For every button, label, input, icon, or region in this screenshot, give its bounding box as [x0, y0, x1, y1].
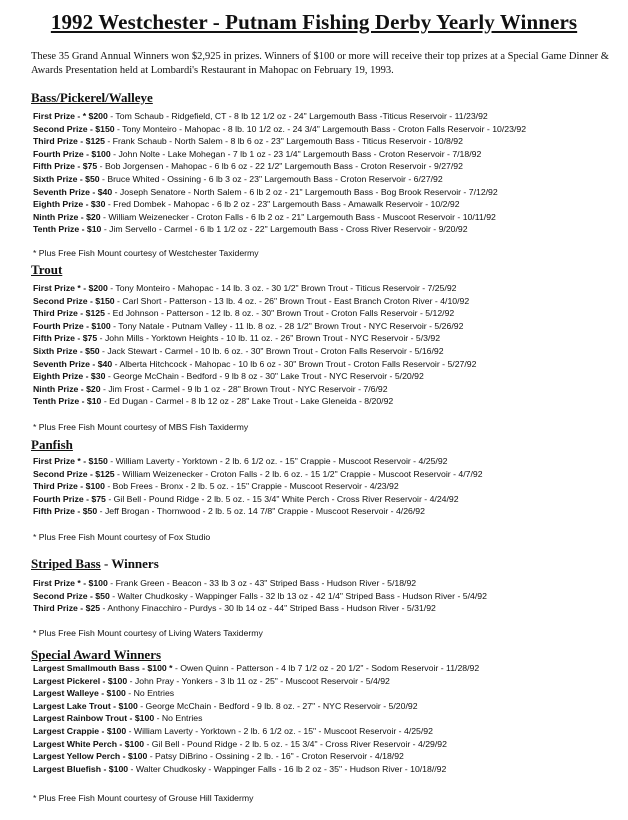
list-item: Eighth Prize - $30 - George McChain - Bedford - 9 lb 8 oz - 30" Lake Trout - NYC Reservoir - 5/20/92 — [33, 371, 424, 382]
section-heading-bass — [31, 90, 153, 106]
list-item: Fifth Prize - $75 - Bob Jorgensen - Mahopac - 6 lb 6 oz - 22 1/2" Largemouth Bass - Croton Reservoir - 9/27/92 — [33, 161, 463, 172]
list-item: Largest Smallmouth Bass - $100 * - Owen Quinn - Patterson - 4 lb 7 1/2 oz - 20 1/2" - Sodom Reservoir - 11/28/92 — [33, 663, 480, 673]
special-award-winners-list — [33, 662, 628, 775]
section-heading-panfish — [31, 437, 73, 453]
list-item: Largest Walleye - $100 - No Entries — [33, 688, 175, 699]
list-item: Ninth Prize - $20 - Jim Frost - Carmel - 9 lb 1 oz - 28" Brown Trout - NYC Reservoir - 7/6/92 — [33, 383, 388, 394]
section-heading-special — [31, 647, 161, 663]
section-heading-bass-text: Bass/Pickerel/Walleye — [31, 90, 153, 105]
section-heading-striped-text: Striped Bass — [31, 556, 101, 571]
section-heading-panfish-text: Panfish — [31, 437, 73, 452]
special-mount-note: * Plus Free Fish Mount courtesy of Grouse Hill Taxidermy — [33, 793, 254, 803]
list-item: Fourth Prize - $75 - Gil Bell - Pound Ridge - 2 lb. 5 oz. - 15 3/4" White Perch - Cross River Reservoir - 4/24/92 — [33, 493, 459, 504]
list-item: Fourth Prize - $100 - Tony Natale - Putnam Valley - 11 lb. 8 oz. - 28 1/2" Brown Trout - NYC Reservoir - 5/26/92 — [33, 320, 464, 331]
list-item: Largest Pickerel - $100 - John Pray - Yonkers - 3 lb 11 oz - 25" - Muscoot Reservoir - 5/4/92 — [33, 675, 390, 686]
list-item: Sixth Prize - $50 - Bruce Whited - Ossining - 6 lb 3 oz - 23" Largemouth Bass - Croton Reservoir - 6/27/92 — [33, 173, 443, 184]
list-item: Largest Rainbow Trout - $100 - No Entries — [33, 713, 203, 724]
list-item: Tenth Prize - $10 - Jim Servello - Carmel - 6 lb 1 1/2 oz - 22" Largemouth Bass - Cross River Reservoir - 9/20/92 — [33, 224, 468, 235]
list-item: Third Prize - $125 - Ed Johnson - Patterson - 12 lb. 8 oz. - 30" Brown Trout - Croton Falls Reservoir - 5/12/92 — [33, 308, 455, 319]
list-item: Largest White Perch - $100 - Gil Bell - Pound Ridge - 2 lb. 5 oz. - 15 3/4" - Cross River Reservoir - 4/29/92 — [33, 738, 447, 749]
list-item: Third Prize - $100 - Bob Frees - Bronx - 2 lb. 5 oz. - 15" Crappie - Muscoot Reservoir - 4/23/92 — [33, 481, 399, 492]
list-item: First Prize * - $150 - William Laverty - Yorktown - 2 lb. 6 1/2 oz. - 15" Crappie - Muscoot Reservoir - 4/25/92 — [33, 456, 448, 466]
list-item: First Prize * - $100 - Frank Green - Beacon - 33 lb 3 oz - 43" Striped Bass - Hudson River - 5/18/92 — [33, 578, 417, 588]
section-heading-special-text: Special Award Winners — [31, 647, 162, 662]
list-item: Tenth Prize - $10 - Ed Dugan - Carmel - 8 lb 12 oz - 28" Lake Trout - Lake Gleneida - 8/20/92 — [33, 396, 394, 407]
trout-winners-list — [33, 282, 628, 408]
section-heading-trout-text: Trout — [31, 262, 63, 277]
section-heading-striped-suffix: - Winners — [100, 556, 159, 571]
list-item: First Prize - * $200 - Tom Schaub - Ridgefield, CT - 8 lb 12 1/2 oz - 24" Largemouth Bass -Titicus Reservoir - 11/23/92 — [33, 111, 488, 121]
bass-winners-list — [33, 110, 628, 236]
list-item: Fourth Prize - $100 - John Nolte - Lake Mohegan - 7 lb 1 oz - 23 1/4" Largemouth Bass - Croton Reservoir - 7/18/92 — [33, 148, 482, 159]
list-item: Second Prize - $50 - Walter Chudkosky - Wappinger Falls - 32 lb 13 oz - 42 1/4" Striped Bass - Hudson River - 5/4/92 — [33, 590, 487, 601]
list-item: Ninth Prize - $20 - William Weizenecker - Croton Falls - 6 lb 2 oz - 21" Largemouth Bass - Muscoot Reservoir - 10/11/92 — [33, 211, 496, 222]
list-item: Largest Lake Trout - $100 - George McChain - Bedford - 9 lb. 8 oz. - 27" - NYC Reservoir - 5/20/92 — [33, 700, 418, 711]
list-item: First Prize * - $200 - Tony Monteiro - Mahopac - 14 lb. 3 oz. - 30 1/2" Brown Trout - Titicus Reservoir - 7/25/92 — [33, 283, 457, 293]
trout-mount-note: * Plus Free Fish Mount courtesy of MBS Fish Taxidermy — [33, 422, 249, 432]
list-item: Seventh Prize - $40 - Alberta Hitchcock - Mahopac - 10 lb 6 oz - 30" Brown Trout - Croton Falls Reservoir - 5/27/92 — [33, 358, 477, 369]
list-item: Largest Crappie - $100 - William Laverty - Yorktown - 2 lb. 6 1/2 oz. - 15" - Muscoot Reservoir - 4/25/92 — [33, 725, 433, 736]
list-item: Second Prize - $125 - William Weizenecker - Croton Falls - 2 lb. 6 oz. - 15 1/2" Crappie - Muscoot Reservoir - 4/7/92 — [33, 468, 483, 479]
list-item: Fifth Prize - $75 - John Mills - Yorktown Heights - 10 lb. 11 oz. - 26" Brown Trout - NYC Reservoir - 5/3/92 — [33, 333, 441, 344]
striped-bass-winners-list — [33, 577, 628, 615]
page-title: 1992 Westchester - Putnam Fishing Derby Yearly Winners — [50, 10, 578, 34]
list-item: Largest Bluefish - $100 - Walter Chudkosky - Wappinger Falls - 16 lb 2 oz - 35" - Hudson River - 10/18//92 — [33, 763, 447, 774]
list-item: Second Prize - $150 - Carl Short - Patterson - 13 lb. 4 oz. - 26" Brown Trout - East Branch Croton River - 4/10/92 — [33, 295, 470, 306]
list-item: Third Prize - $125 - Frank Schaub - North Salem - 8 lb 6 oz - 23" Largemouth Bass - Titicus Reservoir - 10/8/92 — [33, 136, 463, 147]
list-item: Eighth Prize - $30 - Fred Dombek - Mahopac - 6 lb 2 oz - 23" Largemouth Bass - Amawalk Reservoir - 10/2/92 — [33, 199, 460, 210]
list-item: Largest Yellow Perch - $100 - Patsy DiBrino - Ossining - 2 lb. - 16" - Croton Reservoir - 4/18/92 — [33, 751, 404, 762]
bass-mount-note: * Plus Free Fish Mount courtesy of Westchester Taxidermy — [33, 248, 259, 258]
list-item: Sixth Prize - $50 - Jack Stewart - Carmel - 10 lb. 6 oz. - 30" Brown Trout - Croton Falls Reservoir - 5/16/92 — [33, 345, 444, 356]
list-item: Fifth Prize - $50 - Jeff Brogan - Thornwood - 2 lb. 5 oz. 14 7/8" Crappie - Muscoot Reservoir - 4/26/92 — [33, 506, 425, 517]
striped-mount-note: * Plus Free Fish Mount courtesy of Living Waters Taxidermy — [33, 628, 263, 638]
list-item: Third Prize - $25 - Anthony Finacchiro - Purdys - 30 lb 14 oz - 44" Striped Bass - Hudson River - 5/31/92 — [33, 603, 436, 614]
intro-paragraph: These 35 Grand Annual Winners won $2,925 in prizes. Winners of $100 or more will receive their top prizes at a Special Game Dinner & Awards Presentation held at Lombardi's Restaurant in Mahopac on February 19, 1993. — [31, 51, 609, 76]
panfish-mount-note: * Plus Free Fish Mount courtesy of Fox Studio — [33, 532, 211, 542]
panfish-winners-list — [33, 455, 628, 518]
section-heading-trout — [31, 262, 62, 278]
list-item: Second Prize - $150 - Tony Monteiro - Mahopac - 8 lb. 10 1/2 oz. - 24 3/4" Largemouth Bass - Croton Falls Reservoir - 10/23/92 — [33, 123, 527, 134]
list-item: Seventh Prize - $40 - Joseph Senatore - North Salem - 6 lb 2 oz - 21" Largemouth Bass - Bog Brook Reservoir - 7/12/92 — [33, 186, 498, 197]
section-heading-striped-bass — [31, 556, 159, 572]
